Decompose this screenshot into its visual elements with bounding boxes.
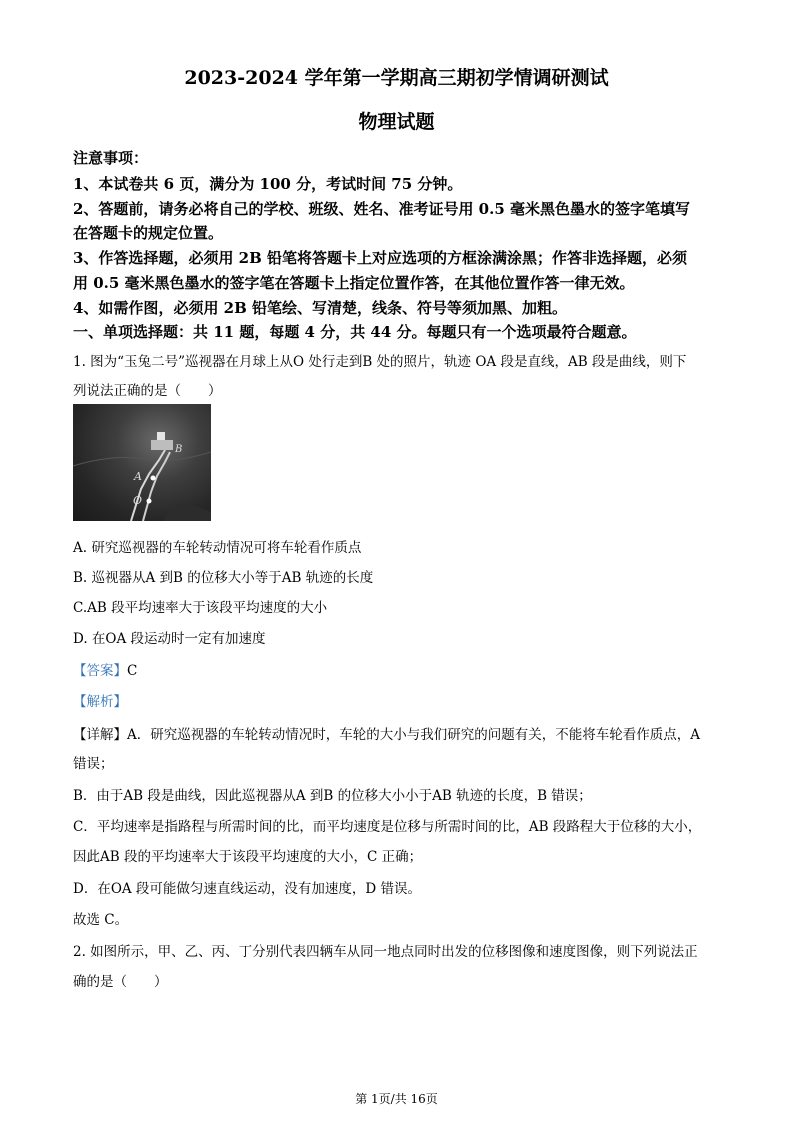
option-d: D. 在OA 段运动时一定有加速度 xyxy=(73,631,266,647)
question-stem: 列说法正确的是（ ） xyxy=(73,383,222,399)
notice-item: 1、本试卷共 6 页，满分为 100 分，考试时间 75 分钟。 xyxy=(73,175,463,193)
document-subtitle: 物理试题 xyxy=(358,111,435,133)
question-stem: 确的是（ ） xyxy=(73,974,168,990)
option-c: C.AB 段平均速率大于该段平均速度的大小 xyxy=(73,600,328,616)
detail-line: C．平均速率是指路程与所需时间的比，而平均速度是位移与所需时间的比，AB 段路程大于位移的大小， xyxy=(73,819,702,835)
photo-label-a: A xyxy=(134,470,142,483)
rover-photo xyxy=(73,404,211,521)
analysis-tag: 【解析】 xyxy=(73,694,127,710)
photo-label-o: O xyxy=(133,494,143,507)
question-stem: 2. 如图所示，甲、乙、丙、丁分别代表四辆车从同一地点同时出发的位移图像和速度图像，则下列说法正 xyxy=(73,944,698,960)
option-b: B. 巡视器从A 到B 的位移大小等于AB 轨迹的长度 xyxy=(73,570,374,586)
notice-item: 2、答题前，请务必将自己的学校、班级、姓名、准考证号用 0.5 毫米黑色墨水的签字笔填写 xyxy=(73,200,690,218)
option-a: A. 研究巡视器的车轮转动情况可将车轮看作质点 xyxy=(73,540,362,556)
answer-value: C xyxy=(127,663,138,679)
notice-item: 3、作答选择题，必须用 2B 铅笔将答题卡上对应选项的方框涂满涂黑；作答非选择题，必须 xyxy=(73,249,688,267)
document-title: 2023-2024 学年第一学期高三期初学情调研测试 xyxy=(184,67,609,89)
notice-item: 在答题卡的规定位置。 xyxy=(73,224,224,242)
notice-item: 4、如需作图，必须用 2B 铅笔绘、写清楚，线条、符号等须加黑、加粗。 xyxy=(73,299,567,317)
detail-line: B．由于AB 段是曲线，因此巡视器从A 到B 的位移大小小于AB 轨迹的长度，B 错误； xyxy=(73,788,592,804)
question-stem: 1. 图为“玉兔二号”巡视器在月球上从O 处行走到B 处的照片，轨迹 OA 段是直线，AB 段是曲线，则下 xyxy=(73,354,687,370)
section-heading: 一、单项选择题：共 11 题，每题 4 分，共 44 分。每题只有一个选项最符合题意。 xyxy=(73,323,637,341)
notice-item: 用 0.5 毫米黑色墨水的签字笔在答题卡上指定位置作答，在其他位置作答一律无效。 xyxy=(73,274,635,292)
page-footer: 第 1页/共 16页 xyxy=(355,1092,438,1106)
detail-line: 因此AB 段的平均速率大于该段平均速度的大小，C 正确； xyxy=(73,849,423,865)
photo-label-b: B xyxy=(175,444,183,455)
detail-line: 故选 C。 xyxy=(73,912,129,928)
answer-line xyxy=(73,659,137,679)
detail-line: 【详解】A．研究巡视器的车轮转动情况时，车轮的大小与我们研究的问题有关，不能将车轮看作质点，A xyxy=(73,727,700,743)
answer-tag: 【答案】 xyxy=(73,663,127,679)
detail-line: D．在OA 段可能做匀速直线运动，没有加速度，D 错误。 xyxy=(73,881,422,897)
detail-line: 错误； xyxy=(73,756,114,772)
notice-heading: 注意事项： xyxy=(73,149,149,167)
